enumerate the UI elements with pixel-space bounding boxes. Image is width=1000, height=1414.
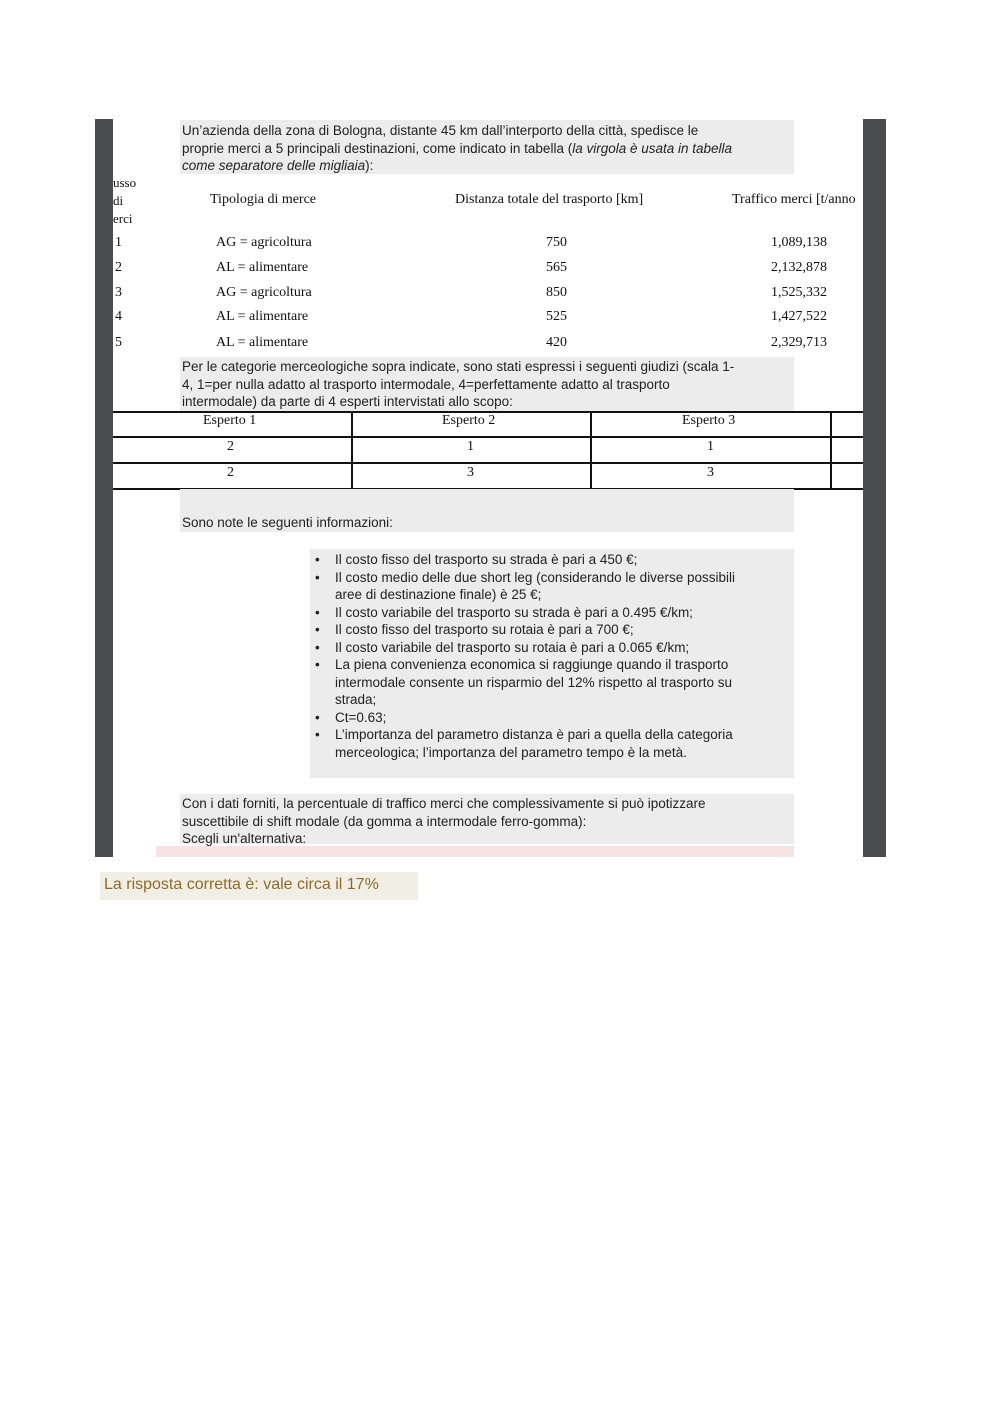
row-tipologia: AL = alimentare [216,309,309,324]
bullet-line: • L’importanza del parametro distanza è pari a quella della categoria [335,727,733,742]
row-id: 4 [115,309,122,324]
intro-line-3-italic: come separatore delle migliaia [182,158,366,173]
row-distanza: 750 [546,235,567,250]
bullet-line: • La piena convenienza economica si raggiunge quando il trasporto [335,657,729,672]
correct-answer-text: La risposta corretta è: vale circa il 17% [104,876,379,893]
list-item [335,551,794,569]
expert-table-line [113,462,863,464]
freight-header-tipologia: Tipologia di merce [210,192,317,207]
question-paragraph [180,794,794,844]
row-traffico: 2,329,713 [771,335,827,350]
expert-cell: 1 [467,439,474,454]
expert-header-1: Esperto 1 [203,413,257,428]
expert-cell: 3 [707,465,714,480]
row-traffico: 2,132,878 [771,260,827,275]
expert-cell: 2 [227,465,234,480]
freight-header-id: usso di erci [113,175,137,226]
row-distanza: 420 [546,335,567,350]
expert-header-3: Esperto 3 [682,413,736,428]
left-frame-bar [95,119,113,857]
intro-paragraph [180,120,794,174]
list-item [335,709,794,727]
judgements-line-2: 4, 1=per nulla adatto al trasporto intermodale, 4=perfettamente adatto al trasporto [182,376,670,392]
expert-table-line [351,411,353,489]
bullet-line: • Il costo fisso del trasporto su strada è pari a 450 €; [335,552,638,567]
bullet-line: intermodale consente un risparmio del 12% rispetto al trasporto su [335,674,732,690]
expert-header-2: Esperto 2 [442,413,496,428]
row-distanza: 850 [546,285,567,300]
list-item [335,604,794,622]
list-item [335,639,794,657]
freight-header-traffico: Traffico merci [t/anno [732,192,856,207]
row-tipologia: AL = alimentare [216,260,309,275]
row-distanza: 565 [546,260,567,275]
row-id: 3 [115,285,122,300]
expert-table-line [590,411,592,489]
info-bullet-list [310,549,794,778]
feedback-highlight-bar [156,846,794,857]
judgements-line-1: Per le categorie merceologiche sopra indicate, sono stati espressi i seguenti giudizi (scala 1- [182,359,735,374]
list-item [335,569,794,604]
row-distanza: 525 [546,309,567,324]
bullet-line: • Il costo variabile del trasporto su rotaia è pari a 0.065 €/km; [335,639,690,655]
row-tipologia: AL = alimentare [216,335,309,350]
known-info-label: Sono note le seguenti informazioni: [180,489,794,532]
intro-line-3-text: ): [365,158,374,173]
row-tipologia: AG = agricoltura [216,285,312,300]
question-line-2: suscettibile di shift modale (da gomma a intermodale ferro-gomma): [182,813,587,829]
bullet-line: • Ct=0.63; [335,709,387,725]
expert-table-line [113,436,863,438]
intro-line-1: Un’azienda della zona di Bologna, distante 45 km dall’interporto della città, spedisce le [182,123,699,138]
bullet-line: • Il costo variabile del trasporto su strada è pari a 0.495 €/km; [335,604,693,620]
bullet-line: merceologica; l’importanza del parametro tempo è la metà. [335,744,687,760]
row-id: 1 [115,235,122,250]
expert-cell: 3 [467,465,474,480]
intro-line-2-italic: la virgola è usata in tabella [572,140,733,156]
list-item [335,726,794,761]
question-line-1: Con i dati forniti, la percentuale di traffico merci che complessivamente si può ipotizzare [182,796,706,811]
list-item [335,621,794,639]
bullet-line: strada; [335,692,377,707]
freight-header-distanza: Distanza totale del trasporto [km] [455,192,644,207]
judgements-line-3: intermodale) da parte di 4 esperti intervistati allo scopo: [182,394,513,409]
intro-line-2-text: proprie merci a 5 principali destinazioni, come indicato in tabella ( [182,140,573,156]
row-traffico: 1,427,522 [771,309,827,324]
right-frame-bar [863,119,886,857]
row-tipologia: AG = agricoltura [216,235,312,250]
row-id: 2 [115,260,122,275]
expert-cell: 2 [227,439,234,454]
intro-line-2 [182,140,794,158]
row-id: 5 [115,335,122,350]
bullet-line: aree di destinazione finale) è 25 €; [335,587,542,602]
bullet-line: • Il costo fisso del trasporto su rotaia è pari a 700 €; [335,622,634,637]
row-traffico: 1,525,332 [771,285,827,300]
list-item [335,656,794,709]
expert-table-line [830,411,832,489]
row-traffico: 1,089,138 [771,235,827,250]
expert-cell: 1 [707,439,714,454]
bullet-line: • Il costo medio delle due short leg (considerando le diverse possibili [335,569,735,585]
intro-line-3 [182,157,794,175]
judgements-paragraph [180,357,794,411]
question-line-3: Scegli un'alternativa: [182,831,307,846]
